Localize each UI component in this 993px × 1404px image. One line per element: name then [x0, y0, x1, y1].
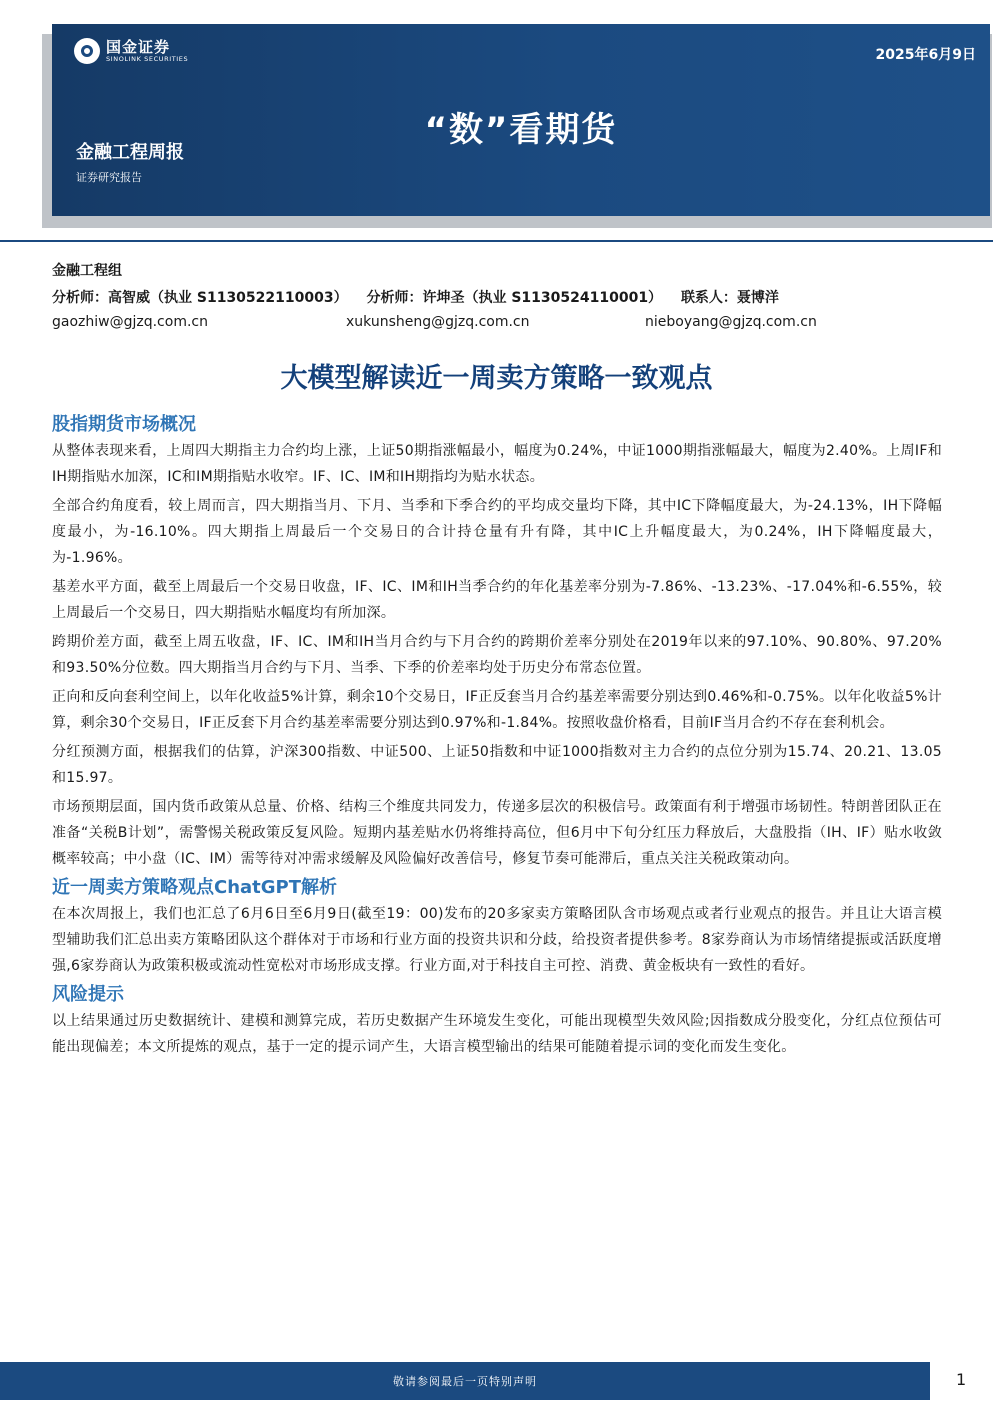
page-number: 1: [956, 1370, 967, 1389]
paragraph: 分红预测方面，根据我们的估算，沪深300指数、中证500、上证50指数和中证1000指数对主力合约的点位分别为15.74、20.21、13.05和15.97。: [52, 744, 942, 786]
main-title: 大模型解读近一周卖方策略一致观点: [280, 363, 713, 394]
paragraph: 正向和反向套利空间上，以年化收益5%计算，剩余10个交易日，IF正反套当月合约基差率需要分别达到0.46%和-0.75%。以年化收益5%计算，剩余30个交易日，IF正反套下月合约基差率需要分别达到0.97%和-1.84%。按照收盘价格看，目前IF当月合约不存在套利机会。: [52, 689, 942, 731]
report-banner: [52, 24, 990, 216]
footer-disclaimer: 敬请参阅最后一页特别声明: [0, 1362, 930, 1400]
report-type: 证券研究报告: [76, 171, 142, 184]
company-logo: [74, 38, 188, 64]
analyst-2: 分析师：许坤圣（执业 S1130524110001）: [366, 290, 663, 306]
team-name: 金融工程组: [52, 263, 122, 279]
logo-name-cn: 国金证券: [106, 37, 171, 56]
contact-person: 联系人：聂博洋: [680, 290, 779, 306]
section-heading: 风险提示: [52, 984, 124, 1005]
paragraph: 全部合约角度看，较上周而言，四大期指当月、下月、当季和下季合约的平均成交量均下降，其中IC下降幅度最大，为-24.13%，IH下降幅度最小，为-16.10%。四大期指上周最后一个交易日的合计持仓量有升有降，其中IC上升幅度最大，为0.24%，IH下降幅度最大，为-1.96%。: [52, 498, 942, 566]
logo-mark-icon: [74, 38, 100, 64]
section-heading: 股指期货市场概况: [52, 414, 196, 435]
email-3[interactable]: nieboyang@gjzq.com.cn: [645, 314, 817, 330]
logo-name-en: SINOLINK SECURITIES: [106, 54, 189, 63]
email-1[interactable]: gaozhiw@gjzq.com.cn: [52, 314, 208, 330]
paragraph: 市场预期层面，国内货币政策从总量、价格、结构三个维度共同发力，传递多层次的积极信号。政策面有利于增强市场韧性。特朗普团队正在准备“关税B计划”，需警惕关税政策反复风险。短期内基差贴水仍将维持高位，但6月中下旬分红压力释放后，大盘股指（IH、IF）贴水收敛概率较高；中小盘（IC、IM）需等待对冲需求缓解及风险偏好改善信号，修复节奏可能滞后，重点关注关税政策动向。: [52, 799, 942, 867]
report-series: 金融工程周报: [76, 142, 184, 163]
paragraph: 从整体表现来看，上周四大期指主力合约均上涨，上证50期指涨幅最小，幅度为0.24%，中证1000期指涨幅最大，幅度为2.40%。上周IF和IH期指贴水加深，IC和IM期指贴水收窄。IF、IC、IM和IH期指均为贴水状态。: [52, 443, 942, 485]
paragraph: 以上结果通过历史数据统计、建模和测算完成，若历史数据产生环境发生变化，可能出现模型失效风险;因指数成分股变化，分红点位预估可能出现偏差；本文所提炼的观点，基于一定的提示词产生，大语言模型输出的结果可能随着提示词的变化而发生变化。: [52, 1013, 942, 1055]
report-title: “数”看期货: [424, 110, 618, 150]
paragraph: 在本次周报上，我们也汇总了6月6日至6月9日(截至19：00)发布的20多家卖方策略团队含市场观点或者行业观点的报告。并且让大语言模型辅助我们汇总出卖方策略团队这个群体对于市场和行业方面的投资共识和分歧，给投资者提供参考。8家券商认为市场情绪提振或活跃度增强,6家券商认为政策积极或流动性宽松对市场形成支撑。行业方面,对于科技自主可控、消费、黄金板块有一致性的看好。: [52, 906, 942, 974]
paragraph: 基差水平方面，截至上周最后一个交易日收盘，IF、IC、IM和IH当季合约的年化基差率分别为-7.86%、-13.23%、-17.04%和-6.55%，较上周最后一个交易日，四大期指贴水幅度均有所加深。: [52, 579, 942, 621]
report-date: 2025年6月9日: [875, 47, 976, 63]
analyst-line: [52, 287, 793, 307]
email-2[interactable]: xukunsheng@gjzq.com.cn: [346, 314, 530, 330]
analyst-1: 分析师：高智威（执业 S1130522110003）: [52, 290, 348, 306]
paragraph: 跨期价差方面，截至上周五收盘，IF、IC、IM和IH当月合约与下月合约的跨期价差率分别处在2019年以来的97.10%、90.80%、97.20%和93.50%分位数。四大期指当月合约与下月、当季、下季的价差率均处于历史分布常态位置。: [52, 634, 942, 676]
section-heading: 近一周卖方策略观点ChatGPT解析: [52, 877, 338, 898]
report-body: [52, 412, 942, 1063]
header-divider: [0, 240, 993, 242]
